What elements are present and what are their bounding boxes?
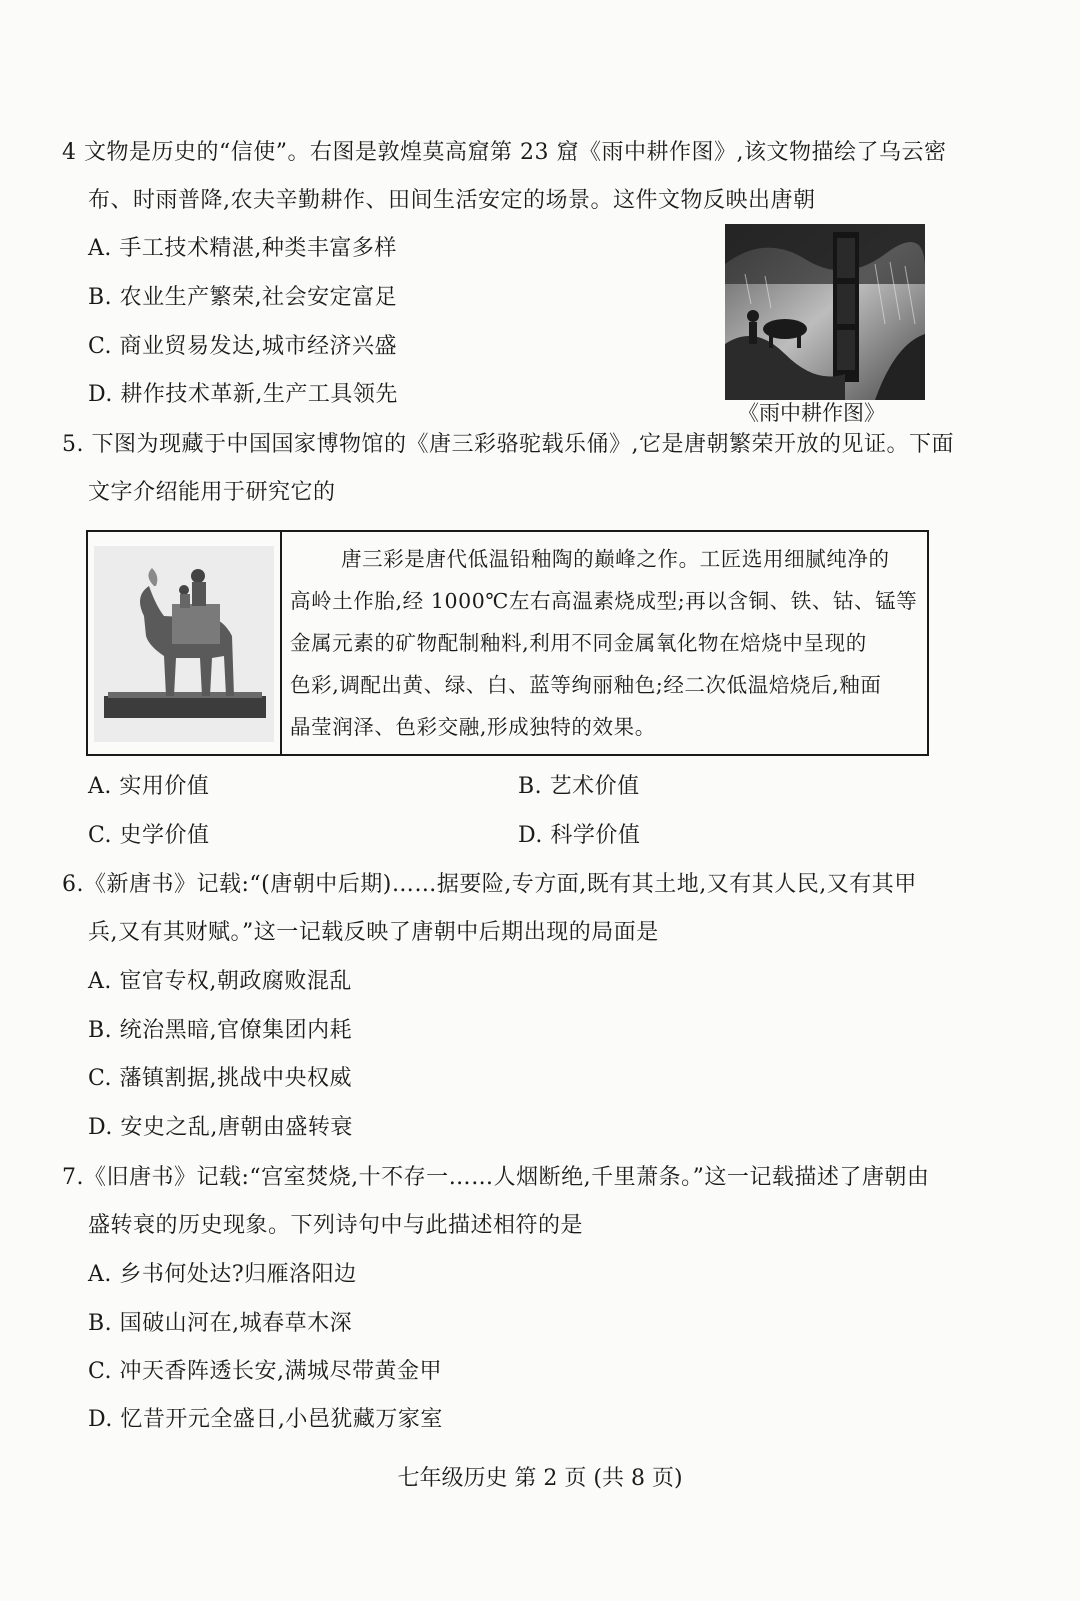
q4-stem-line-1: 4 文物是历史的“信使”。右图是敦煌莫高窟第 23 窟《雨中耕作图》,该文物描绘了乌云密	[62, 140, 947, 165]
q6-stem-line-2: 兵,又有其财赋。”这一记载反映了唐朝中后期出现的局面是	[88, 920, 659, 945]
q5-option-b: B. 艺术价值	[518, 774, 640, 799]
q6-option-d: D. 安史之乱,唐朝由盛转衰	[88, 1115, 353, 1140]
material-line-3: 金属元素的矿物配制釉料,利用不同金属氧化物在焙烧中呈现的	[290, 631, 867, 655]
material-line-2: 高岭土作胎,经 1000℃左右高温素烧成型;再以含铜、铁、钴、锰等	[290, 589, 918, 613]
q7-option-c: C. 冲天香阵透长安,满城尽带黄金甲	[88, 1359, 443, 1384]
q6-option-c: C. 藩镇割据,挑战中央权威	[88, 1066, 353, 1091]
q5-option-c: C. 史学价值	[88, 823, 210, 848]
q4-option-d: D. 耕作技术革新,生产工具领先	[88, 382, 398, 407]
material-line-4: 色彩,调配出黄、绿、白、蓝等绚丽釉色;经二次低温焙烧后,釉面	[290, 673, 882, 697]
q4-option-b: B. 农业生产繁荣,社会安定富足	[88, 285, 398, 310]
q6-stem-line-1: 6.《新唐书》记载:“(唐朝中后期)……据要险,专方面,既有其土地,又有其人民,又有其甲	[62, 872, 917, 897]
mural-caption: 《雨中耕作图》	[738, 401, 885, 425]
q5-stem-line-2: 文字介绍能用于研究它的	[88, 480, 336, 505]
q4-option-c: C. 商业贸易发达,城市经济兴盛	[88, 334, 398, 359]
q5-option-a: A. 实用价值	[88, 774, 210, 799]
tang-sancai-material-box	[86, 530, 929, 756]
rain-farming-mural-image	[725, 224, 925, 400]
material-divider	[280, 532, 282, 754]
q7-option-a: A. 乡书何处达?归雁洛阳边	[88, 1262, 357, 1287]
material-line-1: 唐三彩是唐代低温铅釉陶的巅峰之作。工匠选用细腻纯净的	[341, 547, 890, 571]
q6-option-b: B. 统治黑暗,官僚集团内耗	[88, 1018, 353, 1043]
q5-option-d: D. 科学价值	[518, 823, 641, 848]
tang-sancai-camel-image	[94, 546, 274, 742]
q4-stem-line-2: 布、时雨普降,农夫辛勤耕作、田间生活安定的场景。这件文物反映出唐朝	[88, 188, 816, 213]
q7-option-b: B. 国破山河在,城春草木深	[88, 1311, 353, 1336]
q6-option-a: A. 宦官专权,朝政腐败混乱	[88, 969, 352, 994]
material-line-5: 晶莹润泽、色彩交融,形成独特的效果。	[290, 715, 656, 739]
q7-option-d: D. 忆昔开元全盛日,小邑犹藏万家室	[88, 1407, 443, 1432]
q4-option-a: A. 手工技术精湛,种类丰富多样	[88, 236, 397, 261]
q7-stem-line-1: 7.《旧唐书》记载:“宫室焚烧,十不存一……人烟断绝,千里萧条。”这一记载描述了唐朝由	[62, 1165, 930, 1190]
page-footer: 七年级历史 第 2 页 (共 8 页)	[397, 1466, 683, 1491]
q7-stem-line-2: 盛转衰的历史现象。下列诗句中与此描述相符的是	[88, 1213, 584, 1238]
q5-stem-line-1: 5. 下图为现藏于中国国家博物馆的《唐三彩骆驼载乐俑》,它是唐朝繁荣开放的见证。下面	[62, 432, 954, 457]
